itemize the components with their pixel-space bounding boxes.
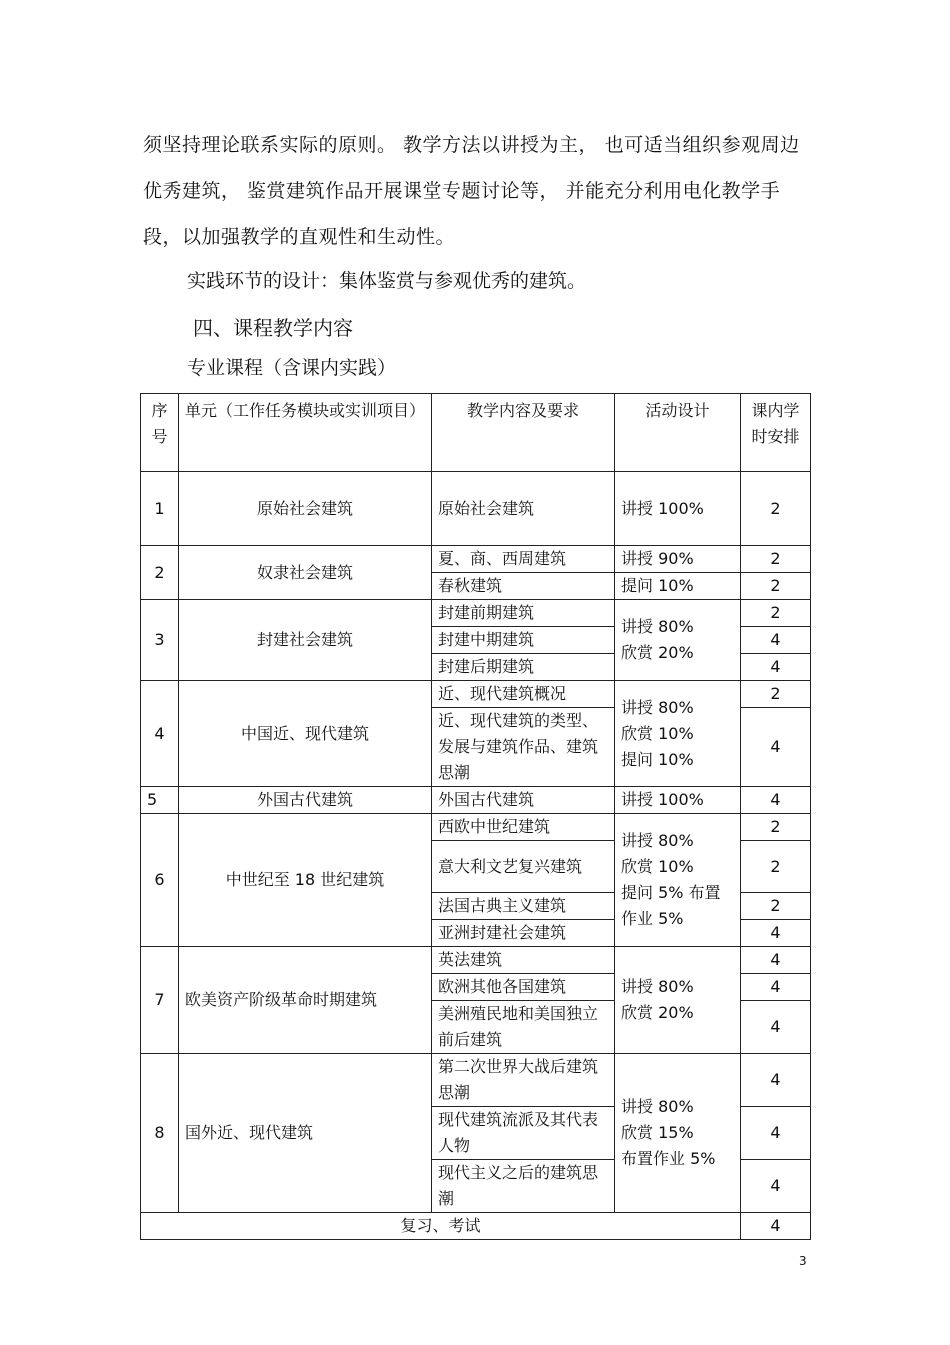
content-cell: 美洲殖民地和美国独立前后建筑 [432, 1001, 615, 1054]
seq-cell: 1 [141, 472, 179, 546]
content-cell: 意大利文艺复兴建筑 [432, 841, 615, 893]
hours-cell: 4 [741, 654, 811, 681]
hours-cell: 4 [741, 1107, 811, 1160]
content-cell: 原始社会建筑 [432, 472, 615, 546]
table-row [141, 600, 811, 627]
activity-cell: 讲授 80% 欣赏 10% 提问 5% 布置作业 5% [615, 814, 741, 947]
table-row [141, 787, 811, 814]
unit-cell: 国外近、现代建筑 [179, 1054, 432, 1213]
hours-cell: 4 [741, 627, 811, 654]
activity-cell: 提问 10% [615, 573, 741, 600]
table-row [141, 472, 811, 546]
hours-cell: 4 [741, 708, 811, 787]
hours-cell: 4 [741, 1054, 811, 1107]
content-cell: 外国古代建筑 [432, 787, 615, 814]
table-row [141, 546, 811, 573]
content-cell: 夏、商、西周建筑 [432, 546, 615, 573]
seq-cell: 6 [141, 814, 179, 947]
content-cell: 封建中期建筑 [432, 627, 615, 654]
content-header: 教学内容及要求 [432, 394, 615, 472]
unit-cell: 原始社会建筑 [179, 472, 432, 546]
table-header-row [141, 394, 811, 472]
unit-cell: 中国近、现代建筑 [179, 681, 432, 787]
unit-header: 单元（工作任务模块或实训项目） [179, 394, 432, 472]
activity-header: 活动设计 [615, 394, 741, 472]
content-cell: 西欧中世纪建筑 [432, 814, 615, 841]
content-cell: 现代主义之后的建筑思潮 [432, 1160, 615, 1213]
activity-cell: 讲授 80% 欣赏 15% 布置作业 5% [615, 1054, 741, 1213]
unit-cell: 外国古代建筑 [179, 787, 432, 814]
unit-cell: 封建社会建筑 [179, 600, 432, 681]
activity-cell: 讲授 80% 欣赏 20% [615, 600, 741, 681]
content-cell: 英法建筑 [432, 947, 615, 974]
activity-cell: 讲授 80% 欣赏 20% [615, 947, 741, 1054]
table-row [141, 814, 811, 841]
intro-paragraph: 须坚持理论联系实际的原则。 教学方法以讲授为主， 也可适当组织参观周边优秀建筑， 鉴赏建筑作品开展课堂专题讨论等， 并能充分利用电化教学手段，以加强教学的直观性和生动性。 [143, 134, 800, 248]
content-cell: 春秋建筑 [432, 573, 615, 600]
seq-cell: 4 [141, 681, 179, 787]
table-caption: 专业课程（含课内实践） [187, 357, 397, 379]
hours-cell: 4 [741, 947, 811, 974]
content-cell: 亚洲封建社会建筑 [432, 920, 615, 947]
page-number: 3 [799, 1254, 807, 1268]
seq-cell: 5 [141, 787, 179, 814]
seq-cell: 3 [141, 600, 179, 681]
hours-cell: 2 [741, 681, 811, 708]
content-cell: 法国古典主义建筑 [432, 893, 615, 920]
hours-cell: 2 [741, 600, 811, 627]
hours-cell: 2 [741, 546, 811, 573]
section-heading: 四、课程教学内容 [193, 316, 353, 340]
content-cell: 现代建筑流派及其代表人物 [432, 1107, 615, 1160]
hours-cell: 4 [741, 920, 811, 947]
hours-cell: 2 [741, 814, 811, 841]
activity-cell: 讲授 100% [615, 787, 741, 814]
content-cell: 近、现代建筑概况 [432, 681, 615, 708]
content-cell: 封建后期建筑 [432, 654, 615, 681]
activity-cell: 讲授 90% [615, 546, 741, 573]
hours-cell: 2 [741, 472, 811, 546]
review-exam-cell: 复习、考试 [141, 1213, 741, 1240]
unit-cell: 欧美资产阶级革命时期建筑 [179, 947, 432, 1054]
seq-header: 序号 [141, 394, 179, 472]
table-row [141, 681, 811, 708]
hours-cell: 2 [741, 893, 811, 920]
practice-line: 实践环节的设计：集体鉴赏与参观优秀的建筑。 [187, 270, 587, 292]
hours-cell: 2 [741, 841, 811, 893]
hours-cell: 4 [741, 1160, 811, 1213]
content-cell: 封建前期建筑 [432, 600, 615, 627]
unit-cell: 中世纪至 18 世纪建筑 [179, 814, 432, 947]
seq-cell: 2 [141, 546, 179, 600]
content-cell: 第二次世界大战后建筑思潮 [432, 1054, 615, 1107]
footer-hours-cell: 4 [741, 1213, 811, 1240]
content-cell: 欧洲其他各国建筑 [432, 974, 615, 1001]
activity-cell: 讲授 80% 欣赏 10% 提问 10% [615, 681, 741, 787]
hours-cell: 4 [741, 787, 811, 814]
course-table [140, 393, 811, 1240]
seq-cell: 8 [141, 1054, 179, 1213]
seq-cell: 7 [141, 947, 179, 1054]
hours-cell: 4 [741, 974, 811, 1001]
content-cell: 近、现代建筑的类型、发展与建筑作品、建筑思潮 [432, 708, 615, 787]
table-footer-row [141, 1213, 811, 1240]
unit-cell: 奴隶社会建筑 [179, 546, 432, 600]
table-row [141, 1054, 811, 1107]
table-row [141, 947, 811, 974]
activity-cell: 讲授 100% [615, 472, 741, 546]
hours-cell: 4 [741, 1001, 811, 1054]
hours-cell: 2 [741, 573, 811, 600]
hours-header: 课内学时安排 [741, 394, 811, 472]
course-table-body [141, 394, 811, 1240]
